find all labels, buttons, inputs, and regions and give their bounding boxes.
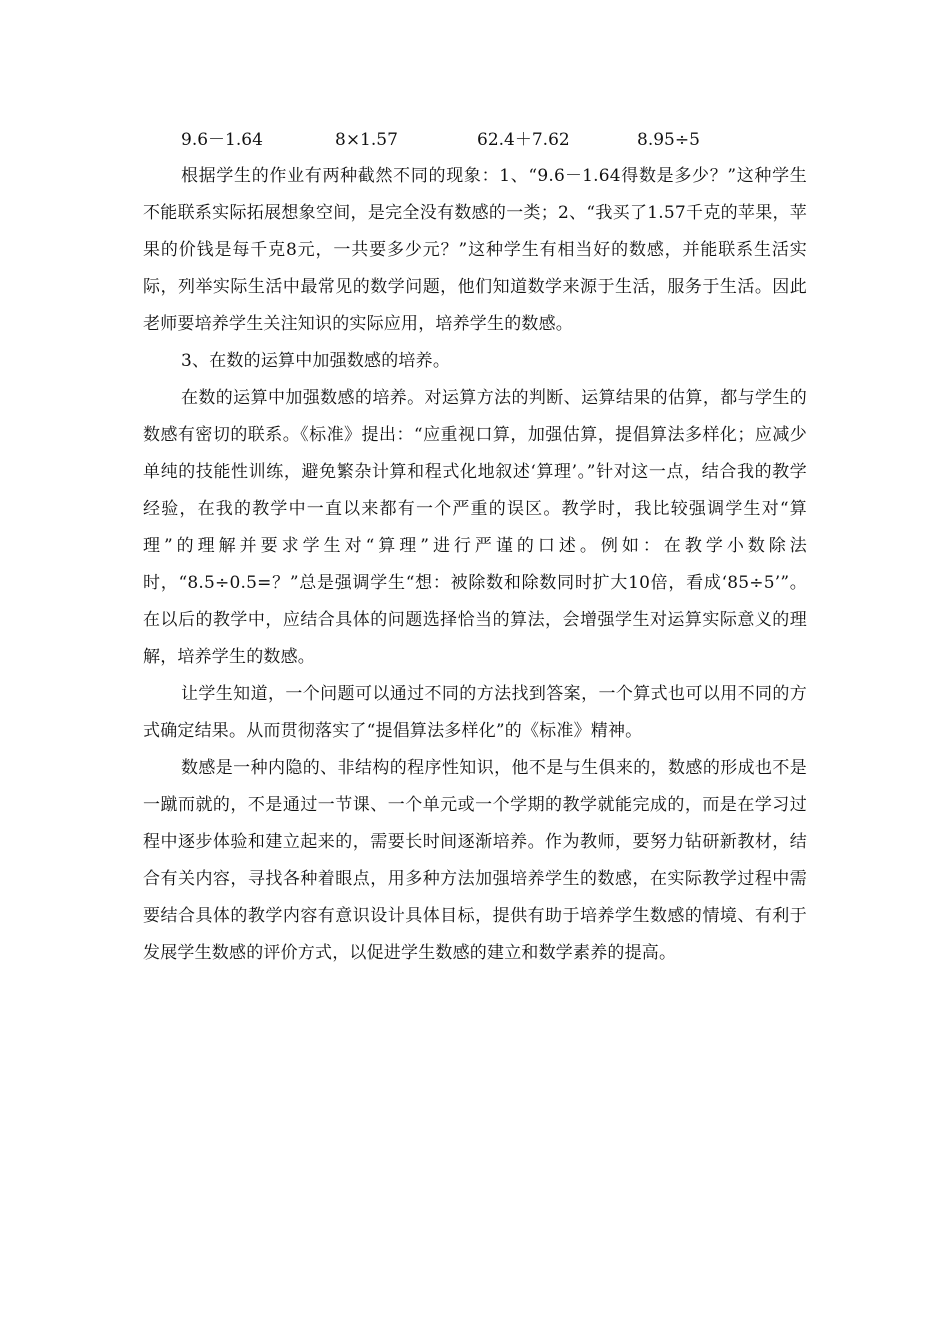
expression-row (143, 122, 807, 158)
document-body (143, 122, 807, 972)
expression-2: 8×1.57 (335, 130, 398, 150)
expression-4: 8.95÷5 (637, 130, 700, 150)
paragraph-homework-phenomena: 根据学生的作业有两种截然不同的现象：1、“9.6－1.64得数是多少？”这种学生不能联系实际拓展想象空间，是完全没有数感的一类；2、“我买了1.57千克的苹果，苹果的价钱是每千克8元，一共要多少元？”这种学生有相当好的数感，并能联系生活实际，列举实际生活中最常见的数学问题，他们知道数学来源于生活，服务于生活。因此老师要培养学生关注知识的实际应用，培养学生的数感。 (143, 166, 807, 334)
paragraph-conclusion: 数感是一种内隐的、非结构的程序性知识，他不是与生俱来的，数感的形成也不是一蹴而就的，不是通过一节课、一个单元或一个学期的教学就能完成的，而是在学习过程中逐步体验和建立起来的，需要长时间逐渐培养。作为教师，要努力钻研新教材，结合有关内容，寻找各种着眼点，用多种方法加强培养学生的数感，在实际教学过程中需要结合具体的教学内容有意识设计具体目标，提供有助于培养学生数感的情境、有利于发展学生数感的评价方式，以促进学生数感的建立和数学素养的提高。 (143, 758, 807, 963)
expression-3: 62.4＋7.62 (477, 130, 570, 150)
paragraph-multiple-methods: 让学生知道，一个问题可以通过不同的方法找到答案，一个算式也可以用不同的方式确定结果。从而贯彻落实了“提倡算法多样化”的《标准》精神。 (143, 684, 807, 741)
expression-1: 9.6－1.64 (181, 130, 263, 150)
paragraph-operations: 在数的运算中加强数感的培养。对运算方法的判断、运算结果的估算，都与学生的数感有密切的联系。《标准》提出：“应重视口算，加强估算，提倡算法多样化；应减少单纯的技能性训练，避免繁杂计算和程式化地叙述‘算理’。”针对这一点，结合我的教学经验，在我的教学中一直以来都有一个严重的误区。教学时，我比较强调学生对“算理”的理解并要求学生对“算理”进行严谨的口述。例如：在教学小数除法时，“8.5÷0.5=？”总是强调学生“想：被除数和除数同时扩大10倍，看成‘85÷5’”。在以后的教学中，应结合具体的问题选择恰当的算法，会增强学生对运算实际意义的理解，培养学生的数感。 (143, 388, 807, 667)
section-heading-3: 3、在数的运算中加强数感的培养。 (181, 351, 451, 371)
